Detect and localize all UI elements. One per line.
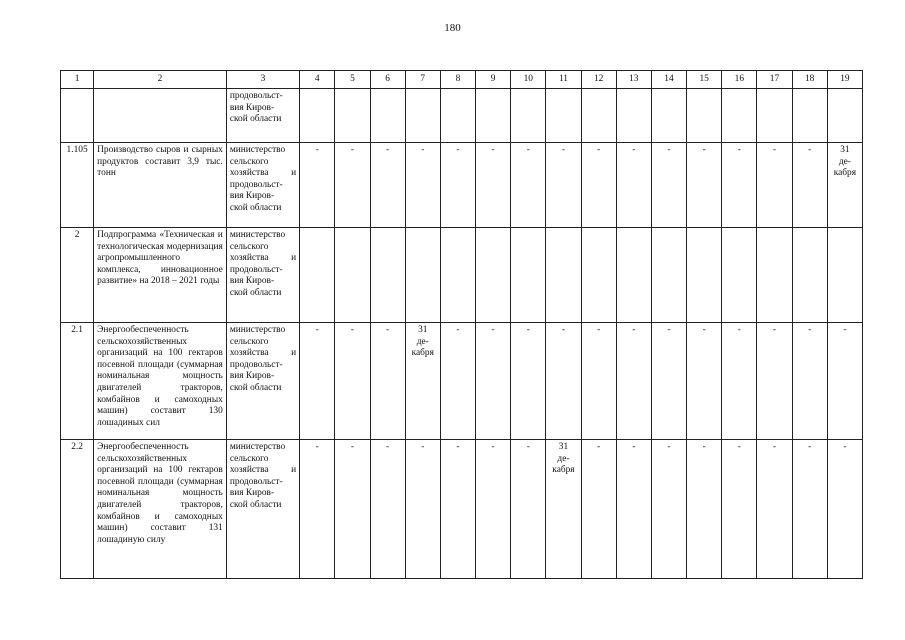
column-number-15: 15 xyxy=(687,71,722,89)
column-number-1: 1 xyxy=(61,71,94,89)
period-cell-col-14 xyxy=(651,89,686,143)
period-cell-col-12 xyxy=(581,228,616,323)
period-cell-col-18: - xyxy=(792,143,827,228)
row-number-cell: 2.1 xyxy=(61,323,94,440)
column-number-5: 5 xyxy=(335,71,370,89)
period-cell-col-4: - xyxy=(300,440,335,579)
executor-cell: министерство сельского хозяйства и продовольст- вия Киров- ской области xyxy=(226,323,299,440)
row-number-cell: 2.2 xyxy=(61,440,94,579)
period-cell-col-12: - xyxy=(581,143,616,228)
column-number-17: 17 xyxy=(757,71,792,89)
period-cell-col-5: - xyxy=(335,143,370,228)
table-row xyxy=(61,89,863,143)
period-cell-col-17 xyxy=(757,89,792,143)
period-cell-col-18: - xyxy=(792,323,827,440)
period-cell-col-4: - xyxy=(300,143,335,228)
period-cell-col-16 xyxy=(722,89,757,143)
period-cell-col-12 xyxy=(581,89,616,143)
period-cell-col-18 xyxy=(792,89,827,143)
period-cell-col-6: - xyxy=(370,143,405,228)
column-number-18: 18 xyxy=(792,71,827,89)
period-cell-col-5: - xyxy=(335,440,370,579)
period-cell-col-19: - xyxy=(827,440,862,579)
deadline-date-cell: 31 де- кабря xyxy=(827,143,862,228)
column-number-8: 8 xyxy=(440,71,475,89)
period-cell-col-12: - xyxy=(581,440,616,579)
period-cell-col-14: - xyxy=(651,440,686,579)
period-cell-col-6: - xyxy=(370,323,405,440)
period-cell-col-7: - xyxy=(405,440,440,579)
row-number-cell: 1.105 xyxy=(61,143,94,228)
period-cell-col-17 xyxy=(757,228,792,323)
column-number-12: 12 xyxy=(581,71,616,89)
period-cell-col-6 xyxy=(370,228,405,323)
period-cell-col-10: - xyxy=(511,143,546,228)
period-cell-col-19 xyxy=(827,228,862,323)
deadline-date-cell: 31 де- кабря xyxy=(405,323,440,440)
period-cell-col-15: - xyxy=(687,143,722,228)
executor-cell: министерство сельского хозяйства и продовольст- вия Киров- ской области xyxy=(226,228,299,323)
period-cell-col-7 xyxy=(405,89,440,143)
period-cell-col-8: - xyxy=(440,440,475,579)
table-body xyxy=(61,71,863,579)
table-row xyxy=(61,440,863,579)
period-cell-col-11 xyxy=(546,89,581,143)
column-number-2: 2 xyxy=(94,71,227,89)
period-cell-col-18 xyxy=(792,228,827,323)
period-cell-col-9 xyxy=(476,228,511,323)
period-cell-col-14 xyxy=(651,228,686,323)
period-cell-col-16: - xyxy=(722,440,757,579)
period-cell-col-9: - xyxy=(476,440,511,579)
column-number-4: 4 xyxy=(300,71,335,89)
column-number-3: 3 xyxy=(226,71,299,89)
period-cell-col-13: - xyxy=(616,323,651,440)
column-number-16: 16 xyxy=(722,71,757,89)
period-cell-col-5 xyxy=(335,228,370,323)
row-number-cell: 2 xyxy=(61,228,94,323)
indicator-name-cell: Энергообеспеченность сельскохозяйственных организаций на 100 гектаров посевной площади (суммарная номинальная мощность двигателей тракторов, комбайнов и самоходных машин) составит 131 лошадиную силу xyxy=(94,440,227,579)
period-cell-col-9: - xyxy=(476,323,511,440)
period-cell-col-8 xyxy=(440,89,475,143)
period-cell-col-8: - xyxy=(440,323,475,440)
column-number-10: 10 xyxy=(511,71,546,89)
period-cell-col-18: - xyxy=(792,440,827,579)
period-cell-col-10: - xyxy=(511,440,546,579)
executor-cell: продовольст- вия Киров- ской области xyxy=(226,89,299,143)
period-cell-col-16: - xyxy=(722,323,757,440)
period-cell-col-15 xyxy=(687,89,722,143)
indicator-name-cell: Производство сыров и сырных продуктов составит 3,9 тыс. тонн xyxy=(94,143,227,228)
period-cell-col-15 xyxy=(687,228,722,323)
deadline-date-cell: 31 де- кабря xyxy=(546,440,581,579)
period-cell-col-14: - xyxy=(651,143,686,228)
period-cell-col-11: - xyxy=(546,143,581,228)
period-cell-col-11: - xyxy=(546,323,581,440)
period-cell-col-17: - xyxy=(757,323,792,440)
page-number: 180 xyxy=(444,22,461,34)
period-cell-col-19: - xyxy=(827,323,862,440)
table-row xyxy=(61,228,863,323)
period-cell-col-6 xyxy=(370,89,405,143)
period-cell-col-16: - xyxy=(722,143,757,228)
period-cell-col-13: - xyxy=(616,440,651,579)
period-cell-col-7 xyxy=(405,228,440,323)
period-cell-col-11 xyxy=(546,228,581,323)
period-cell-col-6: - xyxy=(370,440,405,579)
plan-table xyxy=(60,70,863,579)
period-cell-col-8: - xyxy=(440,143,475,228)
column-number-7: 7 xyxy=(405,71,440,89)
column-number-row xyxy=(61,71,863,89)
period-cell-col-19 xyxy=(827,89,862,143)
period-cell-col-14: - xyxy=(651,323,686,440)
period-cell-col-9 xyxy=(476,89,511,143)
period-cell-col-7: - xyxy=(405,143,440,228)
executor-cell: министерство сельского хозяйства и продовольст- вия Киров- ской области xyxy=(226,440,299,579)
column-number-14: 14 xyxy=(651,71,686,89)
period-cell-col-12: - xyxy=(581,323,616,440)
period-cell-col-15: - xyxy=(687,440,722,579)
period-cell-col-5 xyxy=(335,89,370,143)
period-cell-col-8 xyxy=(440,228,475,323)
period-cell-col-15: - xyxy=(687,323,722,440)
period-cell-col-4 xyxy=(300,89,335,143)
column-number-19: 19 xyxy=(827,71,862,89)
table-row xyxy=(61,143,863,228)
column-number-9: 9 xyxy=(476,71,511,89)
period-cell-col-17: - xyxy=(757,143,792,228)
indicator-name-cell: Энергообеспеченность сельскохозяйственных организаций на 100 гектаров посевной площади (суммарная номинальная мощность двигателей тракторов, комбайнов и самоходных машин) составит 130 лошадиных сил xyxy=(94,323,227,440)
period-cell-col-10: - xyxy=(511,323,546,440)
period-cell-col-4: - xyxy=(300,323,335,440)
period-cell-col-10 xyxy=(511,89,546,143)
executor-cell: министерство сельского хозяйства и продовольст- вия Киров- ской области xyxy=(226,143,299,228)
row-number-cell xyxy=(61,89,94,143)
column-number-13: 13 xyxy=(616,71,651,89)
period-cell-col-13 xyxy=(616,89,651,143)
period-cell-col-16 xyxy=(722,228,757,323)
period-cell-col-13 xyxy=(616,228,651,323)
column-number-11: 11 xyxy=(546,71,581,89)
table-row xyxy=(61,323,863,440)
column-number-6: 6 xyxy=(370,71,405,89)
period-cell-col-10 xyxy=(511,228,546,323)
period-cell-col-4 xyxy=(300,228,335,323)
period-cell-col-9: - xyxy=(476,143,511,228)
period-cell-col-17: - xyxy=(757,440,792,579)
period-cell-col-5: - xyxy=(335,323,370,440)
period-cell-col-13: - xyxy=(616,143,651,228)
indicator-name-cell xyxy=(94,89,227,143)
indicator-name-cell: Подпрограмма «Техническая и технологическая модернизация агропромышленного комплекса, инновационное развитие» на 2018 – 2021 годы xyxy=(94,228,227,323)
